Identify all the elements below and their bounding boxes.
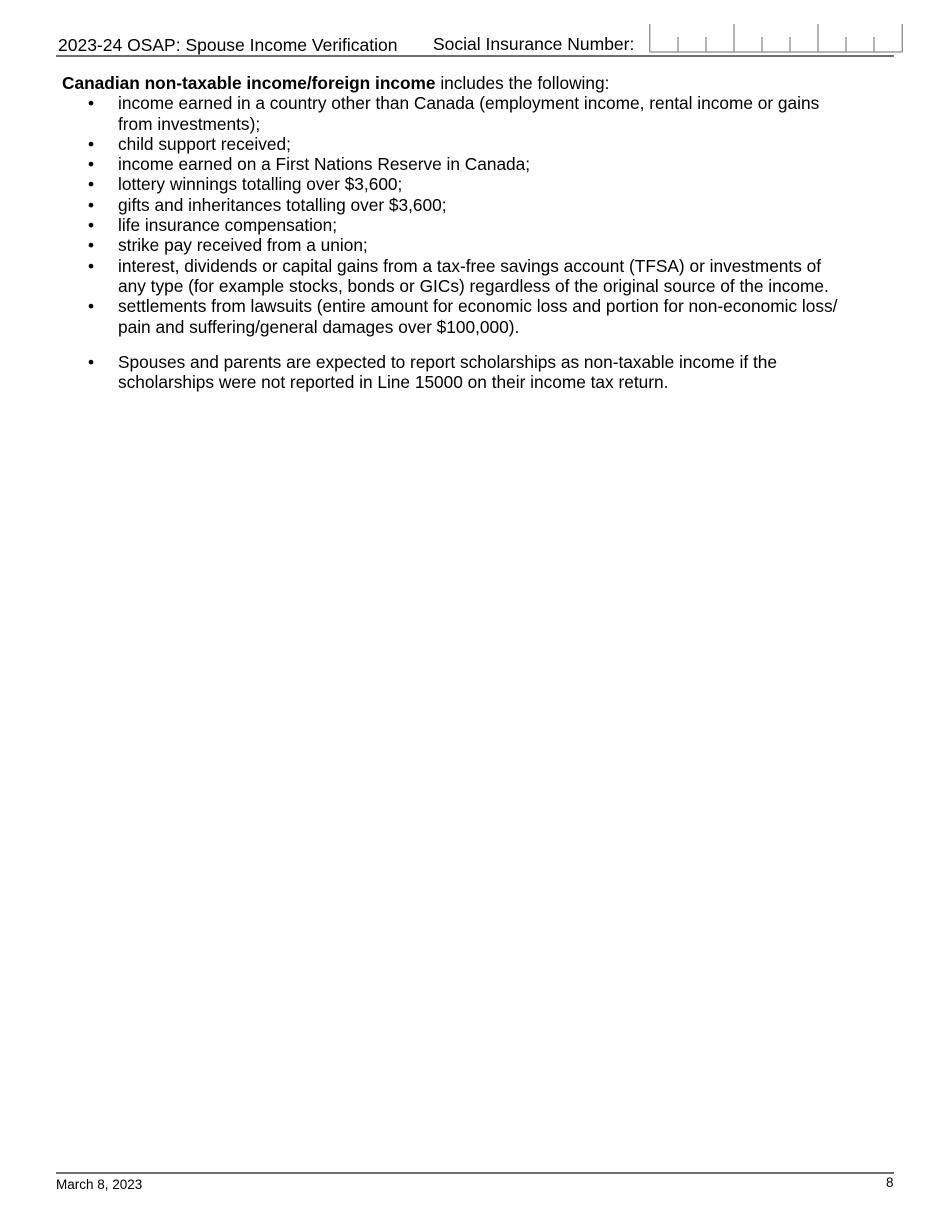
list-item-text-cont: pain and suffering/general damages over $100,000). xyxy=(118,316,520,337)
list-item-text: income earned in a country other than Canada (employment income, rental income or gains xyxy=(118,93,820,114)
scholarship-note-list xyxy=(62,352,902,393)
list-item xyxy=(62,93,902,134)
list-item xyxy=(62,296,902,337)
list-item xyxy=(62,215,902,235)
list-item xyxy=(62,195,902,215)
bullet: • xyxy=(88,296,95,317)
scholarship-note-text: Spouses and parents are expected to report scholarships as non-taxable income if the xyxy=(118,351,777,372)
bullet: • xyxy=(88,235,95,256)
sin-boxes-graphic xyxy=(649,24,903,53)
list-item-text-cont: from investments); xyxy=(118,113,261,134)
bullet: • xyxy=(88,351,95,372)
list-item-text: interest, dividends or capital gains from a tax-free savings account (TFSA) or investments of xyxy=(118,255,822,276)
list-item-text: lottery winnings totalling over $3,600; xyxy=(118,174,403,195)
list-item xyxy=(62,256,902,297)
list-item xyxy=(62,154,902,174)
intro-heading: Canadian non-taxable income/foreign income xyxy=(62,73,436,93)
footer-divider xyxy=(56,1172,894,1174)
page-number: 8 xyxy=(886,1175,894,1190)
bullet: • xyxy=(88,174,95,195)
scholarship-note-text-cont: scholarships were not reported in Line 15000 on their income tax return. xyxy=(118,372,669,393)
header-divider xyxy=(56,55,894,57)
list-item-text: life insurance compensation; xyxy=(118,215,338,236)
sin-label: Social Insurance Number: xyxy=(433,34,635,54)
list-item-text: child support received; xyxy=(118,133,291,154)
list-item-text: gifts and inheritances totalling over $3,600; xyxy=(118,194,447,215)
footer-date: March 8, 2023 xyxy=(56,1177,143,1192)
document-body xyxy=(62,73,902,392)
income-list xyxy=(62,93,902,337)
list-item-text: income earned on a First Nations Reserve in Canada; xyxy=(118,154,531,175)
bullet: • xyxy=(88,194,95,215)
list-item xyxy=(62,134,902,154)
sin-input-boxes[interactable] xyxy=(649,24,903,53)
bullet: • xyxy=(88,255,95,276)
intro-paragraph xyxy=(62,73,902,93)
list-item-text-cont: any type (for example stocks, bonds or GICs) regardless of the original source of the income. xyxy=(118,275,829,296)
list-item xyxy=(62,235,902,255)
intro-text: includes the following: xyxy=(435,73,610,93)
bullet: • xyxy=(88,93,95,114)
list-item-text: strike pay received from a union; xyxy=(118,235,368,256)
list-item xyxy=(62,174,902,194)
list-item xyxy=(62,352,902,393)
bullet: • xyxy=(88,133,95,154)
list-item-text: settlements from lawsuits (entire amount for economic loss and portion for non-economic loss/ xyxy=(118,296,838,317)
form-title: 2023-24 OSAP: Spouse Income Verification xyxy=(58,35,398,55)
bullet: • xyxy=(88,215,95,236)
bullet: • xyxy=(88,154,95,175)
